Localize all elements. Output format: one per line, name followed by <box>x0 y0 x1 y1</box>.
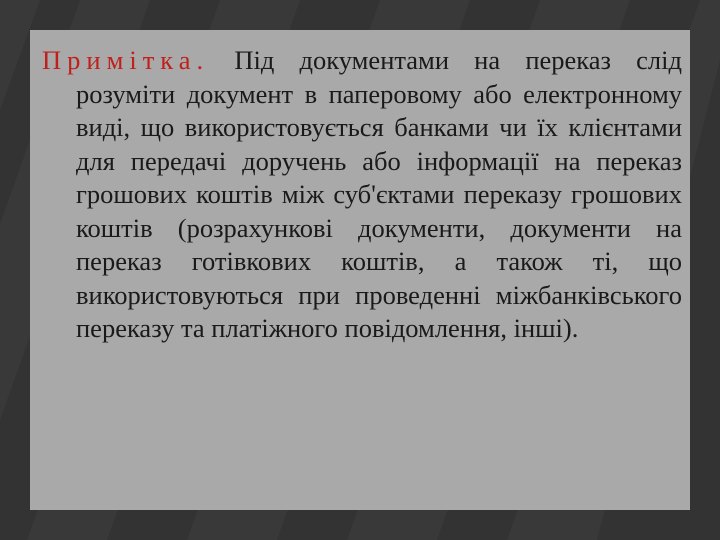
note-paragraph <box>42 44 682 346</box>
note-body: Під документами на переказ слід розуміти документ в паперовому або електронному виді, що використовується банками чи їх клієнтами для передачі доручень або інформації на переказ грошових коштів між суб'єктами переказу грошових коштів (розрахункові документи, документи на переказ готівкових коштів, а також ті, що використовуються при проведенні міжбанківського переказу та платіжного повідомлення, інші). <box>76 45 683 343</box>
slide-content <box>42 44 682 346</box>
note-label: Примітка. <box>42 45 210 75</box>
